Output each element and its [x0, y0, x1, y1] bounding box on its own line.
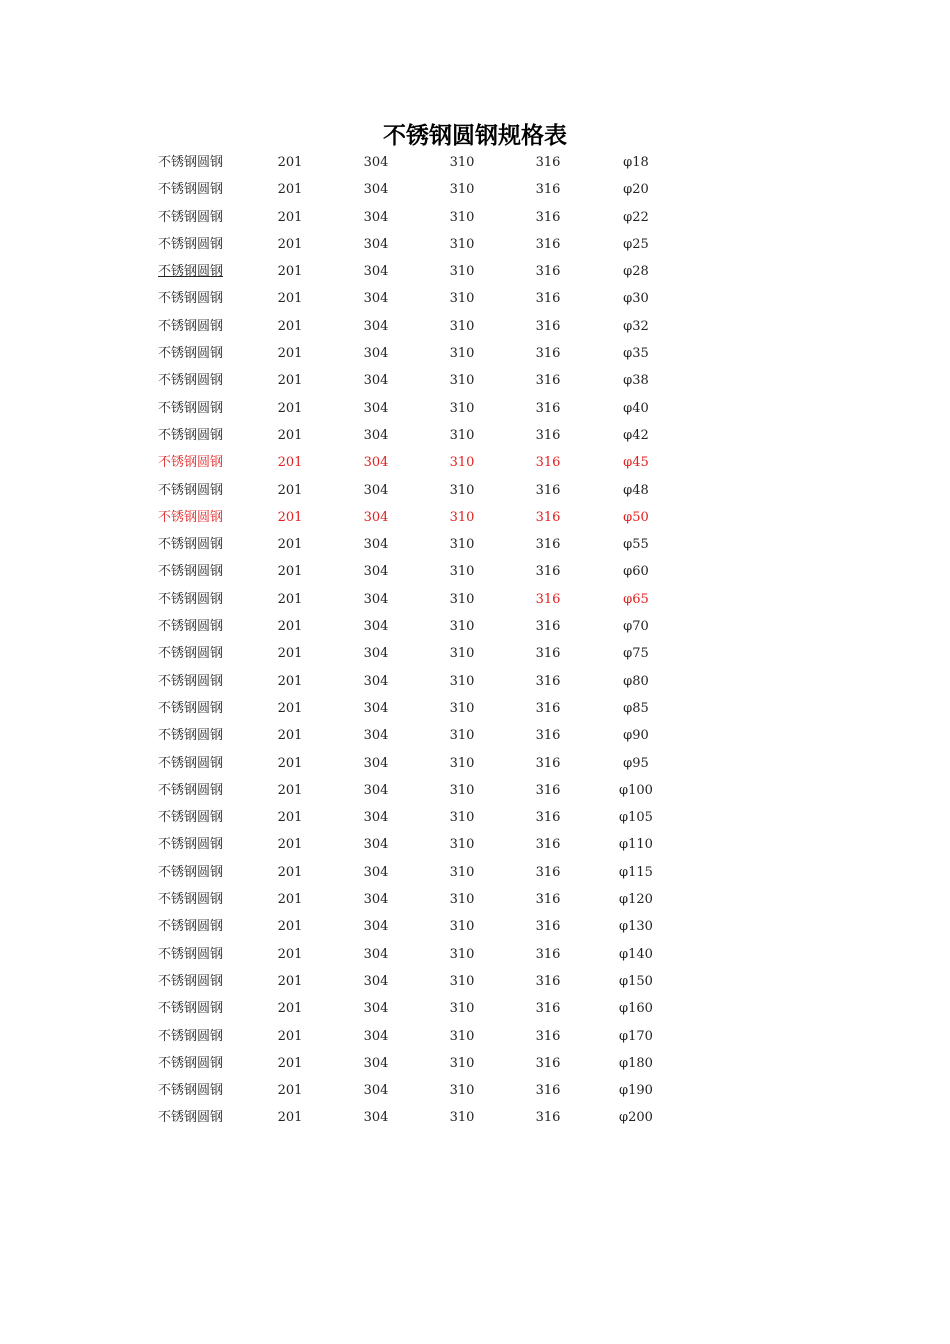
cell-grade-201: 201 [277, 318, 303, 334]
table-row [0, 750, 950, 777]
cell-diameter: φ170 [619, 1028, 653, 1044]
cell-grade-304: 304 [363, 1110, 389, 1126]
cell-grade-316: 316 [535, 919, 561, 935]
cell-grade-201: 201 [277, 946, 303, 962]
cell-diameter: φ140 [619, 946, 653, 962]
cell-grade-316: 316 [535, 1001, 561, 1017]
cell-name: 不锈钢圆钢 [158, 373, 224, 389]
table-row [0, 613, 950, 640]
cell-name: 不锈钢圆钢 [158, 564, 224, 580]
page-title: 不锈钢圆钢规格表 [383, 123, 567, 149]
cell-grade-316: 316 [535, 509, 561, 525]
cell-grade-310: 310 [449, 973, 475, 989]
cell-grade-310: 310 [449, 837, 475, 853]
cell-grade-201: 201 [277, 1083, 303, 1099]
cell-name: 不锈钢圆钢 [158, 837, 224, 853]
cell-grade-304: 304 [363, 400, 389, 416]
table-row [0, 859, 950, 886]
cell-name: 不锈钢圆钢 [158, 919, 224, 935]
cell-grade-201: 201 [277, 400, 303, 416]
cell-name: 不锈钢圆钢 [158, 1055, 224, 1071]
cell-name: 不锈钢圆钢 [158, 782, 224, 798]
table-row [0, 258, 950, 285]
cell-grade-304: 304 [363, 782, 389, 798]
cell-grade-316: 316 [535, 537, 561, 553]
cell-grade-316: 316 [535, 755, 561, 771]
cell-grade-316: 316 [535, 728, 561, 744]
cell-diameter: φ95 [623, 755, 649, 771]
cell-grade-304: 304 [363, 919, 389, 935]
cell-diameter: φ28 [623, 264, 649, 280]
cell-grade-316: 316 [535, 564, 561, 580]
cell-grade-304: 304 [363, 700, 389, 716]
cell-grade-304: 304 [363, 591, 389, 607]
table-row [0, 558, 950, 585]
cell-grade-304: 304 [363, 646, 389, 662]
cell-diameter: φ40 [623, 400, 649, 416]
cell-grade-304: 304 [363, 1028, 389, 1044]
cell-grade-310: 310 [449, 1001, 475, 1017]
cell-name: 不锈钢圆钢 [158, 537, 224, 553]
cell-grade-201: 201 [277, 509, 303, 525]
cell-grade-201: 201 [277, 1055, 303, 1071]
cell-grade-201: 201 [277, 810, 303, 826]
cell-grade-304: 304 [363, 619, 389, 635]
cell-grade-201: 201 [277, 455, 303, 471]
table-row [0, 1104, 950, 1131]
cell-diameter: φ190 [619, 1083, 653, 1099]
cell-grade-316: 316 [535, 455, 561, 471]
cell-grade-304: 304 [363, 973, 389, 989]
table-row [0, 504, 950, 531]
cell-name: 不锈钢圆钢 [158, 291, 224, 307]
cell-diameter: φ80 [623, 673, 649, 689]
cell-name: 不锈钢圆钢 [158, 455, 224, 471]
cell-grade-310: 310 [449, 646, 475, 662]
cell-grade-201: 201 [277, 728, 303, 744]
cell-name: 不锈钢圆钢 [158, 182, 224, 198]
cell-grade-304: 304 [363, 291, 389, 307]
cell-grade-201: 201 [277, 155, 303, 170]
table-row [0, 313, 950, 340]
table-row [0, 941, 950, 968]
table-row [0, 531, 950, 558]
cell-grade-201: 201 [277, 1110, 303, 1126]
cell-name: 不锈钢圆钢 [158, 400, 224, 416]
cell-grade-316: 316 [535, 236, 561, 252]
table-row [0, 176, 950, 203]
cell-diameter: φ120 [619, 892, 653, 908]
table-row [0, 777, 950, 804]
cell-grade-201: 201 [277, 182, 303, 198]
cell-grade-201: 201 [277, 591, 303, 607]
cell-grade-304: 304 [363, 209, 389, 225]
cell-grade-304: 304 [363, 728, 389, 744]
cell-diameter: φ85 [623, 700, 649, 716]
cell-diameter: φ70 [623, 619, 649, 635]
cell-name: 不锈钢圆钢 [158, 892, 224, 908]
cell-grade-316: 316 [535, 673, 561, 689]
cell-diameter: φ65 [623, 591, 649, 607]
cell-grade-316: 316 [535, 182, 561, 198]
cell-grade-304: 304 [363, 837, 389, 853]
cell-name: 不锈钢圆钢 [158, 728, 224, 744]
cell-grade-316: 316 [535, 1110, 561, 1126]
cell-name: 不锈钢圆钢 [158, 864, 224, 880]
cell-grade-201: 201 [277, 564, 303, 580]
cell-diameter: φ105 [619, 810, 653, 826]
cell-grade-304: 304 [363, 810, 389, 826]
cell-grade-304: 304 [363, 455, 389, 471]
cell-grade-304: 304 [363, 864, 389, 880]
cell-grade-316: 316 [535, 400, 561, 416]
table-row [0, 204, 950, 231]
cell-diameter: φ180 [619, 1055, 653, 1071]
table-row [0, 668, 950, 695]
cell-diameter: φ30 [623, 291, 649, 307]
cell-grade-316: 316 [535, 973, 561, 989]
table-row [0, 722, 950, 749]
cell-grade-310: 310 [449, 509, 475, 525]
cell-diameter: φ160 [619, 1001, 653, 1017]
cell-name: 不锈钢圆钢 [158, 700, 224, 716]
table-row [0, 340, 950, 367]
cell-grade-304: 304 [363, 236, 389, 252]
cell-grade-304: 304 [363, 537, 389, 553]
cell-grade-310: 310 [449, 1083, 475, 1099]
cell-grade-316: 316 [535, 482, 561, 498]
cell-grade-316: 316 [535, 646, 561, 662]
cell-name: 不锈钢圆钢 [158, 509, 224, 525]
cell-diameter: φ115 [619, 864, 653, 880]
cell-name: 不锈钢圆钢 [158, 236, 224, 252]
cell-grade-201: 201 [277, 646, 303, 662]
cell-grade-310: 310 [449, 291, 475, 307]
cell-name: 不锈钢圆钢 [158, 1001, 224, 1017]
cell-grade-310: 310 [449, 182, 475, 198]
cell-grade-310: 310 [449, 236, 475, 252]
spec-table [0, 149, 950, 1132]
cell-grade-310: 310 [449, 782, 475, 798]
cell-grade-310: 310 [449, 346, 475, 362]
cell-name: 不锈钢圆钢 [158, 810, 224, 826]
cell-grade-310: 310 [449, 318, 475, 334]
cell-grade-310: 310 [449, 1028, 475, 1044]
cell-grade-316: 316 [535, 864, 561, 880]
cell-grade-201: 201 [277, 427, 303, 443]
cell-diameter: φ38 [623, 373, 649, 389]
cell-grade-201: 201 [277, 919, 303, 935]
cell-grade-310: 310 [449, 1055, 475, 1071]
cell-grade-304: 304 [363, 1083, 389, 1099]
cell-grade-310: 310 [449, 673, 475, 689]
cell-diameter: φ25 [623, 236, 649, 252]
cell-name: 不锈钢圆钢 [158, 673, 224, 689]
cell-grade-316: 316 [535, 291, 561, 307]
cell-grade-316: 316 [535, 946, 561, 962]
table-row [0, 422, 950, 449]
cell-name: 不锈钢圆钢 [158, 1110, 224, 1126]
cell-grade-316: 316 [535, 1083, 561, 1099]
cell-grade-201: 201 [277, 264, 303, 280]
cell-grade-316: 316 [535, 209, 561, 225]
cell-diameter: φ200 [619, 1110, 653, 1126]
cell-name: 不锈钢圆钢 [158, 755, 224, 771]
cell-name: 不锈钢圆钢 [158, 427, 224, 443]
cell-grade-310: 310 [449, 209, 475, 225]
cell-name: 不锈钢圆钢 [158, 318, 224, 334]
cell-grade-304: 304 [363, 564, 389, 580]
cell-grade-310: 310 [449, 373, 475, 389]
table-row [0, 1050, 950, 1077]
table-row [0, 995, 950, 1022]
cell-grade-201: 201 [277, 537, 303, 553]
cell-grade-304: 304 [363, 264, 389, 280]
cell-grade-310: 310 [449, 919, 475, 935]
cell-grade-304: 304 [363, 673, 389, 689]
cell-grade-310: 310 [449, 155, 475, 170]
cell-grade-310: 310 [449, 455, 475, 471]
cell-grade-201: 201 [277, 346, 303, 362]
cell-diameter: φ45 [623, 455, 649, 471]
cell-diameter: φ90 [623, 728, 649, 744]
cell-grade-304: 304 [363, 1001, 389, 1017]
cell-diameter: φ75 [623, 646, 649, 662]
cell-grade-201: 201 [277, 1028, 303, 1044]
cell-grade-201: 201 [277, 209, 303, 225]
cell-grade-316: 316 [535, 264, 561, 280]
cell-grade-316: 316 [535, 892, 561, 908]
cell-name: 不锈钢圆钢 [158, 946, 224, 962]
cell-grade-310: 310 [449, 946, 475, 962]
cell-grade-304: 304 [363, 318, 389, 334]
cell-grade-304: 304 [363, 427, 389, 443]
cell-grade-201: 201 [277, 291, 303, 307]
table-row [0, 886, 950, 913]
cell-grade-316: 316 [535, 1055, 561, 1071]
cell-grade-201: 201 [277, 619, 303, 635]
cell-grade-310: 310 [449, 427, 475, 443]
table-row [0, 586, 950, 613]
cell-name: 不锈钢圆钢 [158, 346, 224, 362]
cell-grade-201: 201 [277, 837, 303, 853]
cell-grade-201: 201 [277, 755, 303, 771]
cell-grade-201: 201 [277, 864, 303, 880]
table-row [0, 149, 950, 176]
cell-diameter: φ32 [623, 318, 649, 334]
cell-grade-316: 316 [535, 837, 561, 853]
cell-grade-201: 201 [277, 482, 303, 498]
cell-diameter: φ150 [619, 973, 653, 989]
cell-grade-201: 201 [277, 236, 303, 252]
cell-name: 不锈钢圆钢 [158, 1083, 224, 1099]
table-row [0, 913, 950, 940]
cell-grade-316: 316 [535, 318, 561, 334]
cell-grade-201: 201 [277, 673, 303, 689]
cell-grade-201: 201 [277, 782, 303, 798]
cell-grade-304: 304 [363, 182, 389, 198]
cell-grade-304: 304 [363, 155, 389, 170]
cell-grade-316: 316 [535, 155, 561, 170]
cell-grade-316: 316 [535, 810, 561, 826]
cell-grade-310: 310 [449, 810, 475, 826]
cell-grade-310: 310 [449, 482, 475, 498]
cell-grade-304: 304 [363, 482, 389, 498]
cell-grade-310: 310 [449, 564, 475, 580]
cell-grade-310: 310 [449, 400, 475, 416]
cell-grade-310: 310 [449, 537, 475, 553]
cell-diameter: φ22 [623, 209, 649, 225]
cell-grade-316: 316 [535, 700, 561, 716]
cell-grade-304: 304 [363, 373, 389, 389]
cell-grade-310: 310 [449, 728, 475, 744]
cell-grade-316: 316 [535, 373, 561, 389]
cell-diameter: φ50 [623, 509, 649, 525]
table-row [0, 640, 950, 667]
cell-grade-316: 316 [535, 346, 561, 362]
cell-name: 不锈钢圆钢 [158, 209, 224, 225]
table-row [0, 231, 950, 258]
cell-grade-201: 201 [277, 373, 303, 389]
cell-grade-310: 310 [449, 1110, 475, 1126]
cell-name: 不锈钢圆钢 [158, 591, 224, 607]
cell-grade-316: 316 [535, 619, 561, 635]
cell-grade-316: 316 [535, 782, 561, 798]
table-row [0, 1023, 950, 1050]
cell-grade-304: 304 [363, 892, 389, 908]
cell-grade-316: 316 [535, 1028, 561, 1044]
cell-grade-310: 310 [449, 619, 475, 635]
cell-grade-304: 304 [363, 346, 389, 362]
cell-name: 不锈钢圆钢 [158, 1028, 224, 1044]
cell-diameter: φ18 [623, 155, 649, 170]
cell-grade-310: 310 [449, 864, 475, 880]
table-row [0, 285, 950, 312]
cell-name: 不锈钢圆钢 [158, 264, 224, 280]
cell-grade-304: 304 [363, 755, 389, 771]
cell-diameter: φ42 [623, 427, 649, 443]
cell-name: 不锈钢圆钢 [158, 155, 224, 170]
cell-name: 不锈钢圆钢 [158, 619, 224, 635]
table-row [0, 968, 950, 995]
cell-diameter: φ60 [623, 564, 649, 580]
cell-grade-304: 304 [363, 1055, 389, 1071]
cell-grade-201: 201 [277, 700, 303, 716]
table-row [0, 395, 950, 422]
table-row [0, 1077, 950, 1104]
cell-grade-310: 310 [449, 264, 475, 280]
cell-diameter: φ20 [623, 182, 649, 198]
cell-grade-310: 310 [449, 700, 475, 716]
cell-diameter: φ130 [619, 919, 653, 935]
cell-grade-201: 201 [277, 973, 303, 989]
cell-grade-310: 310 [449, 892, 475, 908]
table-row [0, 477, 950, 504]
cell-grade-310: 310 [449, 591, 475, 607]
table-row [0, 449, 950, 476]
cell-grade-304: 304 [363, 946, 389, 962]
cell-diameter: φ35 [623, 346, 649, 362]
cell-diameter: φ110 [619, 837, 653, 853]
cell-grade-201: 201 [277, 1001, 303, 1017]
table-row [0, 831, 950, 858]
table-row [0, 695, 950, 722]
cell-name: 不锈钢圆钢 [158, 973, 224, 989]
cell-name: 不锈钢圆钢 [158, 482, 224, 498]
cell-grade-304: 304 [363, 509, 389, 525]
cell-grade-310: 310 [449, 755, 475, 771]
table-row [0, 804, 950, 831]
table-row [0, 367, 950, 394]
cell-name: 不锈钢圆钢 [158, 646, 224, 662]
cell-grade-316: 316 [535, 427, 561, 443]
cell-diameter: φ100 [619, 782, 653, 798]
cell-grade-201: 201 [277, 892, 303, 908]
cell-diameter: φ55 [623, 537, 649, 553]
cell-diameter: φ48 [623, 482, 649, 498]
cell-grade-316: 316 [535, 591, 561, 607]
